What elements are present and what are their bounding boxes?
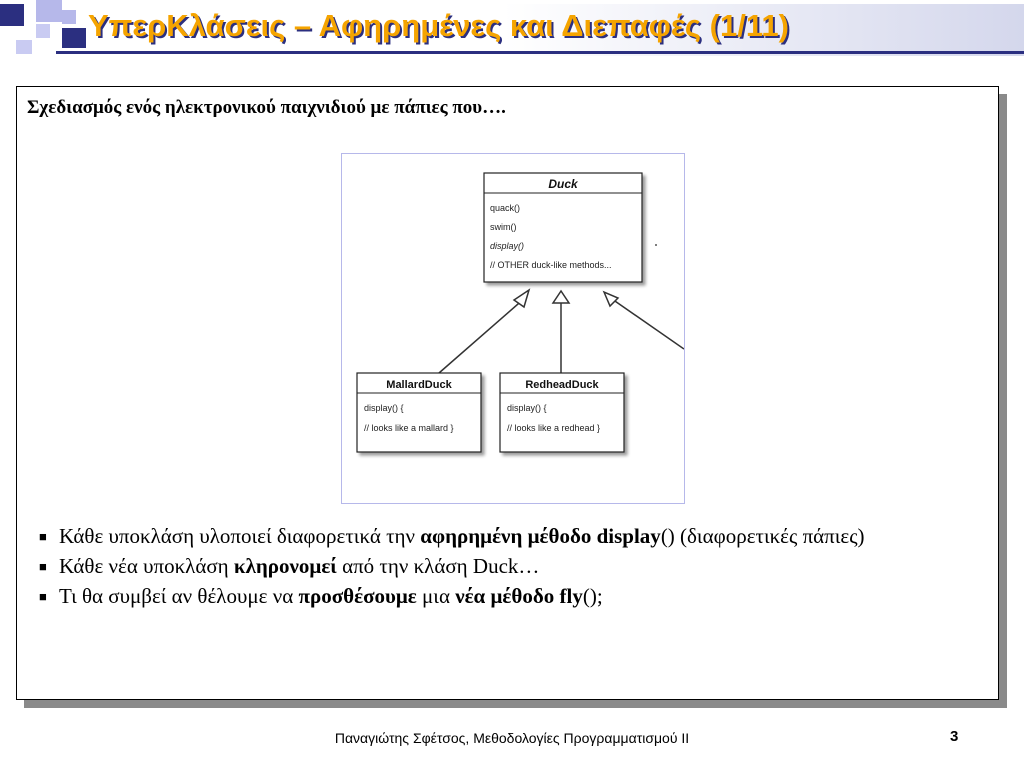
bullet-item-1	[39, 523, 979, 550]
bullet-item-2	[39, 553, 979, 580]
bullet-1-part-3: () (διαφορετικές πάπιες)	[660, 524, 865, 548]
title-bar	[0, 0, 1024, 62]
bullet-square-icon: ■	[39, 559, 47, 574]
decor-square-lavender-3	[62, 10, 76, 24]
inheritance-arrow-offscreen	[604, 292, 684, 349]
bullet-3-part-1: Τι θα συμβεί αν θέλουμε να	[59, 584, 299, 608]
bullet-2-part-1: Κάθε νέα υποκλάση	[59, 554, 234, 578]
duck-method-other: // OTHER duck-like methods...	[490, 260, 612, 270]
decor-square-navy-1	[0, 4, 24, 26]
bullet-2-part-2: κληρονομεί	[233, 554, 337, 578]
inheritance-arrow-redhead	[553, 291, 569, 373]
slide-title: ΥπερΚλάσεις – Αφηρημένες και Διεπαφές (1/11)	[88, 8, 789, 43]
redhead-method-display: display() {	[507, 403, 547, 413]
bullet-1-part-1: Κάθε υποκλάση υλοποιεί διαφορετικά την	[59, 524, 421, 548]
uml-diagram-svg	[342, 154, 684, 503]
mallard-class-name: MallardDuck	[386, 379, 452, 391]
bullet-square-icon: ■	[39, 529, 47, 544]
decor-square-lavender-4	[16, 40, 32, 54]
intro-text: Σχεδιασμός ενός ηλεκτρονικού παιχνιδιού με πάπιες που….	[27, 97, 506, 118]
bullet-square-icon: ■	[39, 589, 47, 604]
bullet-3-part-3: μια	[416, 584, 456, 608]
bullet-3-part-4: νέα μέθοδο fly	[455, 584, 583, 608]
redhead-class-name: RedheadDuck	[525, 379, 599, 391]
decor-square-navy-2	[62, 28, 86, 48]
title-underline	[56, 51, 1024, 54]
duck-method-swim: swim()	[490, 222, 517, 232]
content-box	[16, 86, 999, 700]
duck-method-display: display()	[490, 241, 525, 251]
bullet-item-3	[39, 583, 979, 610]
duck-class-name: Duck	[548, 177, 578, 191]
bullet-3-part-2: προσθέσουμε	[298, 584, 417, 608]
bullet-2-part-3: από την κλάση Duck…	[336, 554, 540, 578]
mallard-method-comment: // looks like a mallard }	[364, 423, 454, 433]
mallard-method-display: display() {	[364, 403, 404, 413]
bullet-list	[39, 523, 979, 613]
stray-dot	[655, 244, 657, 246]
inheritance-arrow-mallard	[439, 290, 529, 373]
uml-diagram	[341, 153, 685, 504]
decor-square-lavender-2	[36, 24, 50, 38]
bullet-1-part-2: αφηρημένη μέθοδο display	[420, 524, 661, 548]
redhead-method-comment: // looks like a redhead }	[507, 423, 601, 433]
footer-text: Παναγιώτης Σφέτσος, Μεθοδολογίες Προγραμματισμού ΙΙ	[334, 730, 690, 746]
decor-square-lavender-1	[36, 0, 62, 22]
duck-method-quack: quack()	[490, 203, 521, 213]
page-number: 3	[950, 728, 959, 745]
bullet-3-part-5: ();	[582, 584, 603, 608]
